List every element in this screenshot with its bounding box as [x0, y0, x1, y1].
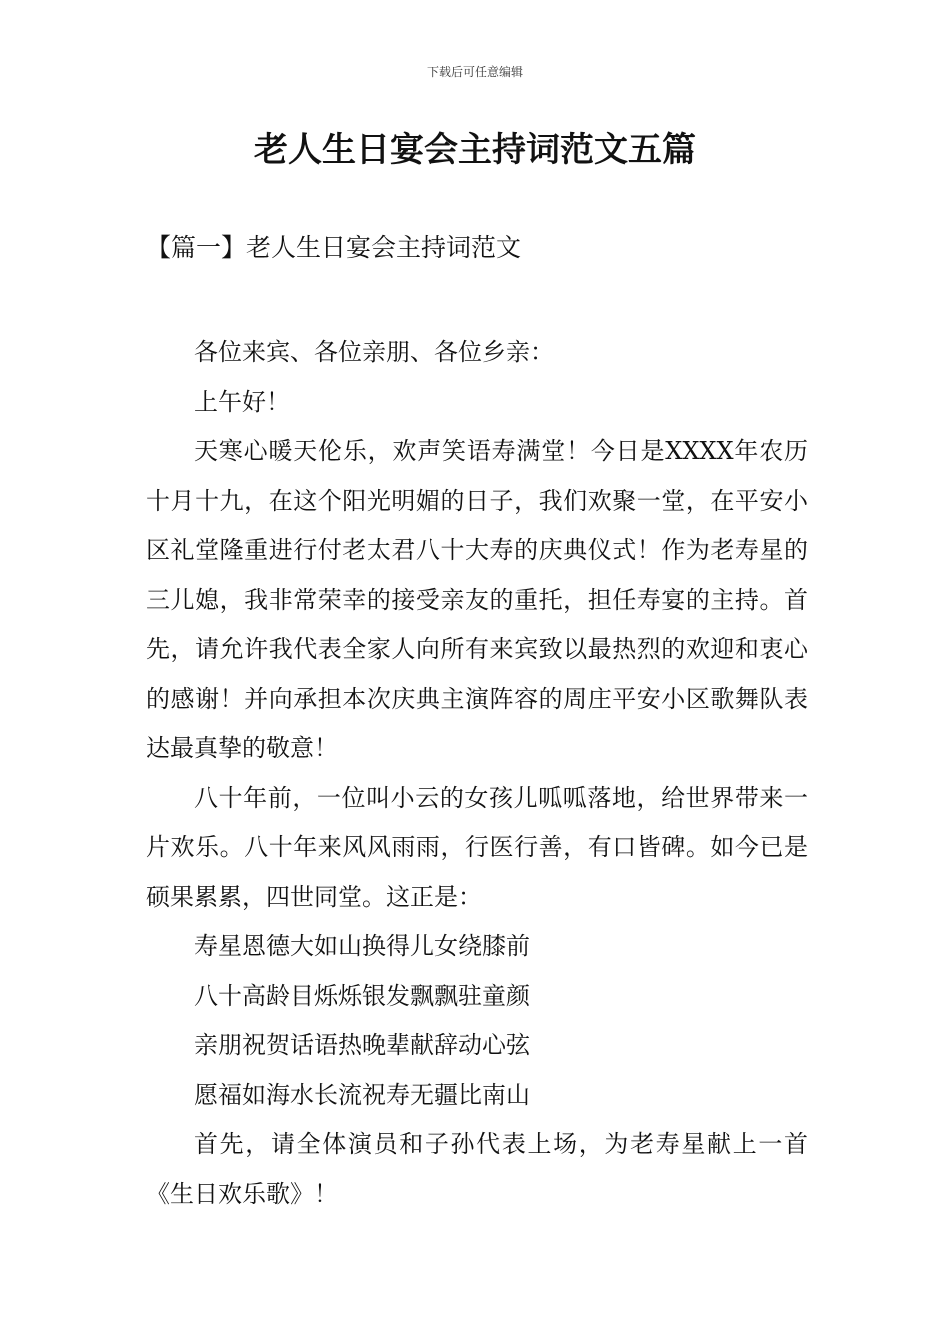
opening-paragraph: 天寒心暖天伦乐，欢声笑语寿满堂！今日是XXXX年农历十月十九，在这个阳光明媚的日子，我们欢聚一堂，在平安小区礼堂隆重进行付老太君八十大寿的庆典仪式！作为老寿星的三儿媳，我非常荣幸的接受亲友的重托，担任寿宴的主持。首先，请允许我代表全家人向所有来宾致以最热烈的欢迎和衷心的感谢！并向承担本次庆典主演阵容的周庄平安小区歌舞队表达最真挚的敬意！ [146, 437, 808, 762]
verse-line: 亲朋祝贺话语热晚辈献辞动心弦 [194, 1031, 530, 1059]
verse-line: 八十高龄目烁烁银发飘飘驻童颜 [194, 981, 530, 1010]
biography-paragraph: 八十年前，一位叫小云的女孩儿呱呱落地，给世界带来一片欢乐。八十年来风风雨雨，行医行善，有口皆碑。如今已是硕果累累，四世同堂。这正是： [146, 783, 808, 911]
header-note: 下载后可任意编辑 [426, 65, 523, 79]
verse-line: 愿福如海水长流祝寿无疆比南山 [194, 1080, 530, 1109]
salutation-paragraph: 上午好！ [194, 387, 290, 416]
closing-paragraph: 首先，请全体演员和子孙代表上场，为老寿星献上一首《生日欢乐歌》！ [146, 1130, 808, 1208]
document-title: 老人生日宴会主持词范文五篇 [254, 130, 696, 170]
section-heading: 【篇一】老人生日宴会主持词范文 [146, 233, 522, 262]
verse-line: 寿星恩德大如山换得儿女绕膝前 [194, 932, 530, 960]
document-body [146, 328, 808, 1219]
greeting-paragraph: 各位来宾、各位亲朋、各位乡亲： [194, 338, 554, 366]
